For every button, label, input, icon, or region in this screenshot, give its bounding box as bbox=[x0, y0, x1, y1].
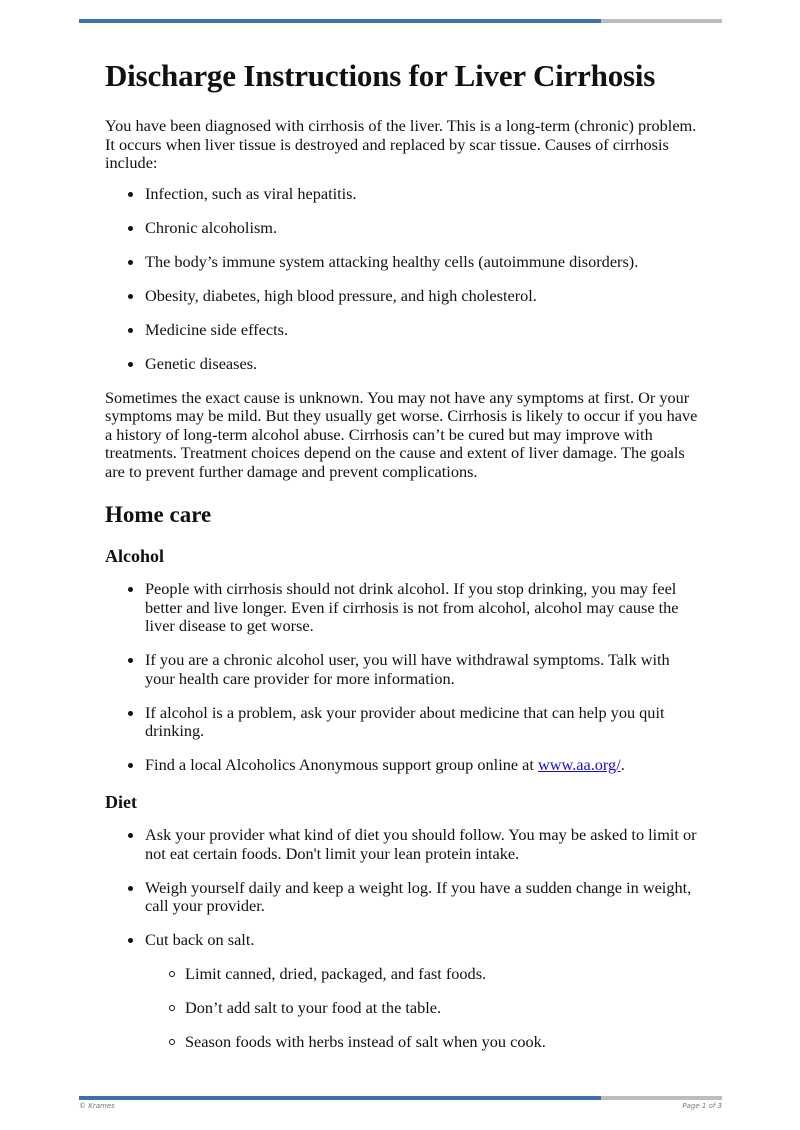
alcohol-list bbox=[105, 580, 700, 775]
salt-label: Cut back on salt. bbox=[145, 930, 255, 949]
list-item: Weigh yourself daily and keep a weight log. If you have a sudden change in weight, call your provider. bbox=[145, 879, 700, 916]
summary-paragraph: Sometimes the exact cause is unknown. You may not have any symptoms at first. Or your symptoms may be mild. But they usually get worse. Cirrhosis is likely to occur if you have a history of long-term alcohol abuse. Cirrhosis can’t be cured but may improve with treatments. Treatment choices depend on the cause and extent of liver damage. The goals are to prevent further damage and prevent complications. bbox=[105, 387, 698, 481]
top-progress-bar bbox=[79, 19, 722, 23]
progress-fill bbox=[79, 19, 601, 23]
list-item-salt bbox=[145, 931, 700, 1052]
list-item: Ask your provider what kind of diet you should follow. You may be asked to limit or not eat certain foods. Don't limit your lean protein intake. bbox=[145, 826, 700, 863]
subheading-diet: Diet bbox=[105, 792, 137, 812]
salt-sublist bbox=[145, 965, 700, 1052]
progress-fill bbox=[79, 1096, 601, 1100]
sublist-item: Season foods with herbs instead of salt when you cook. bbox=[185, 1033, 700, 1052]
page-title: Discharge Instructions for Liver Cirrhosis bbox=[105, 58, 656, 93]
footer-page-number: Page 1 of 3 bbox=[682, 1102, 722, 1110]
footer-copyright: © Krames bbox=[79, 1102, 115, 1110]
list-item: If alcohol is a problem, ask your provider about medicine that can help you quit drinking. bbox=[145, 704, 700, 741]
list-item: The body’s immune system attacking healthy cells (autoimmune disorders). bbox=[145, 253, 700, 272]
list-item: Obesity, diabetes, high blood pressure, and high cholesterol. bbox=[145, 287, 700, 306]
sublist-item: Limit canned, dried, packaged, and fast foods. bbox=[185, 965, 700, 984]
aa-link[interactable]: www.aa.org/ bbox=[537, 755, 621, 774]
section-heading-home-care: Home care bbox=[105, 502, 212, 527]
list-item-aa bbox=[145, 756, 700, 775]
aa-prefix: Find a local Alcoholics Anonymous support group online at bbox=[145, 755, 538, 774]
progress-track bbox=[601, 19, 722, 23]
intro-paragraph: You have been diagnosed with cirrhosis of the liver. This is a long-term (chronic) problem. It occurs when liver tissue is destroyed and replaced by scar tissue. Causes of cirrhosis include: bbox=[105, 116, 697, 172]
causes-list bbox=[105, 185, 700, 374]
list-item: Genetic diseases. bbox=[145, 355, 700, 374]
list-item: Chronic alcoholism. bbox=[145, 219, 700, 238]
list-item: Medicine side effects. bbox=[145, 321, 700, 340]
document-body bbox=[105, 56, 700, 1067]
progress-track bbox=[601, 1096, 722, 1100]
bottom-progress-bar bbox=[79, 1096, 722, 1100]
list-item: People with cirrhosis should not drink alcohol. If you stop drinking, you may feel better and live longer. Even if cirrhosis is not from alcohol, alcohol may cause the liver disease to get worse. bbox=[145, 580, 700, 636]
list-item: Infection, such as viral hepatitis. bbox=[145, 185, 700, 204]
diet-list bbox=[105, 826, 700, 1052]
aa-suffix: . bbox=[620, 755, 625, 774]
subheading-alcohol: Alcohol bbox=[105, 546, 165, 566]
sublist-item: Don’t add salt to your food at the table. bbox=[185, 999, 700, 1018]
list-item: If you are a chronic alcohol user, you will have withdrawal symptoms. Talk with your health care provider for more information. bbox=[145, 651, 700, 688]
